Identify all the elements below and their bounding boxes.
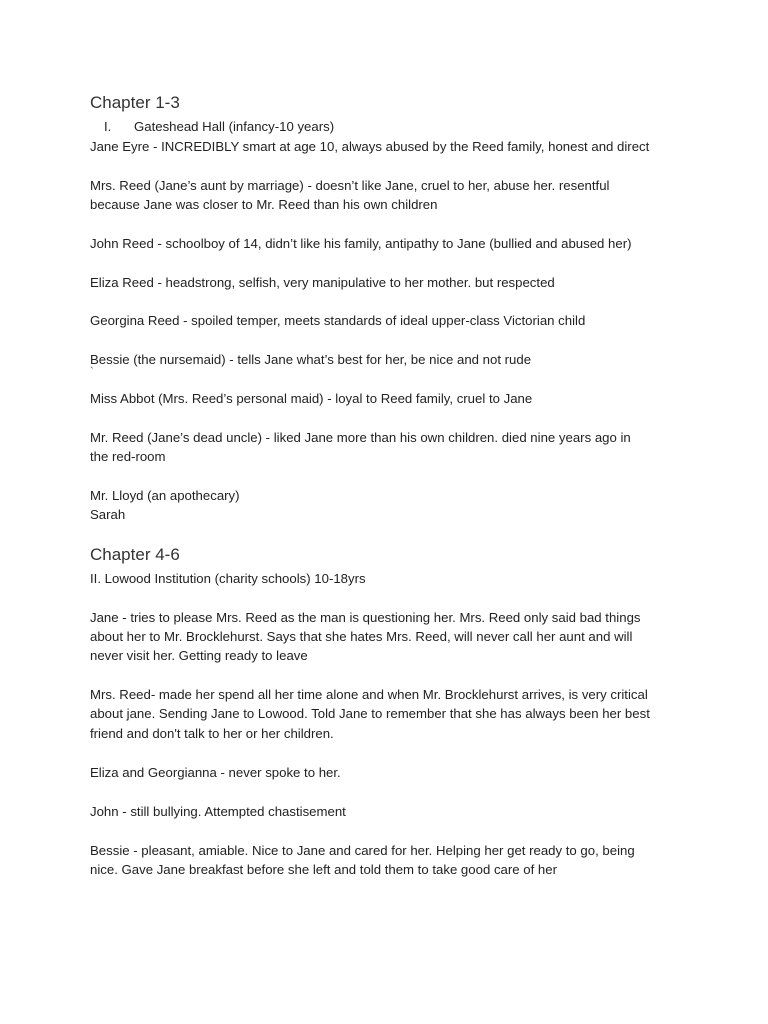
entry-eliza-georgianna: Eliza and Georgianna - never spoke to her. — [90, 765, 341, 780]
entry-jane-eyre: Jane Eyre - INCREDIBLY smart at age 10, always abused by the Reed family, honest and direct — [90, 139, 650, 154]
entry-mrs-reed2-line-1: Mrs. Reed- made her spend all her time alone and when Mr. Brocklehurst arrives, is very critical — [90, 687, 648, 702]
entry-mr-reed-line-2: the red-room — [90, 449, 166, 464]
section-label: Gateshead Hall (infancy-10 years) — [134, 119, 335, 134]
entry-georgina-reed: Georgina Reed - spoiled temper, meets standards of ideal upper-class Victorian child — [90, 313, 586, 328]
entry-eliza-reed: Eliza Reed - headstrong, selfish, very manipulative to her mother. but respected — [90, 275, 555, 290]
chapter-4-6-heading: Chapter 4-6 — [90, 545, 180, 564]
entry-john-reed: John Reed - schoolboy of 14, didn’t like his family, antipathy to Jane (bullied and abused her) — [90, 236, 632, 251]
entry-mrs-reed2-line-3: friend and don't talk to her or her children. — [90, 726, 334, 741]
entry-mr-lloyd: Mr. Lloyd (an apothecary) — [90, 488, 240, 503]
stray-mark: ` — [90, 366, 94, 378]
entry-mrs-reed2-line-2: about jane. Sending Jane to Lowood. Told Jane to remember that she has always been her best — [90, 706, 650, 721]
entry-jane-line-1: Jane - tries to please Mrs. Reed as the man is questioning her. Mrs. Reed only said bad things — [90, 610, 641, 625]
chapter-1-3-heading: Chapter 1-3 — [90, 93, 180, 112]
entry-bessie: Bessie (the nursemaid) - tells Jane what’s best for her, be nice and not rude — [90, 352, 532, 367]
entry-bessie2-line-1: Bessie - pleasant, amiable. Nice to Jane and cared for her. Helping her get ready to go, being — [90, 843, 635, 858]
entry-jane-line-3: never visit her. Getting ready to leave — [90, 648, 308, 663]
entry-mr-reed-line-1: Mr. Reed (Jane’s dead uncle) - liked Jane more than his own children. died nine years ago in — [90, 430, 631, 445]
entry-miss-abbot: Miss Abbot (Mrs. Reed’s personal maid) - loyal to Reed family, cruel to Jane — [90, 391, 533, 406]
section-lowood: II. Lowood Institution (charity schools) 10-18yrs — [90, 571, 366, 586]
entry-sarah: Sarah — [90, 507, 126, 522]
section-numeral: I. — [104, 119, 112, 134]
entry-john: John - still bullying. Attempted chastisement — [90, 804, 346, 819]
entry-mrs-reed-line-2: because Jane was closer to Mr. Reed than his own children — [90, 197, 438, 212]
entry-jane-line-2: about her to Mr. Brocklehurst. Says that she hates Mrs. Reed, will never call her aunt and will — [90, 629, 633, 644]
entry-bessie2-line-2: nice. Gave Jane breakfast before she left and told them to take good care of her — [90, 862, 557, 877]
entry-mrs-reed-line-1: Mrs. Reed (Jane’s aunt by marriage) - doesn’t like Jane, cruel to her, abuse her. resentful — [90, 178, 610, 193]
